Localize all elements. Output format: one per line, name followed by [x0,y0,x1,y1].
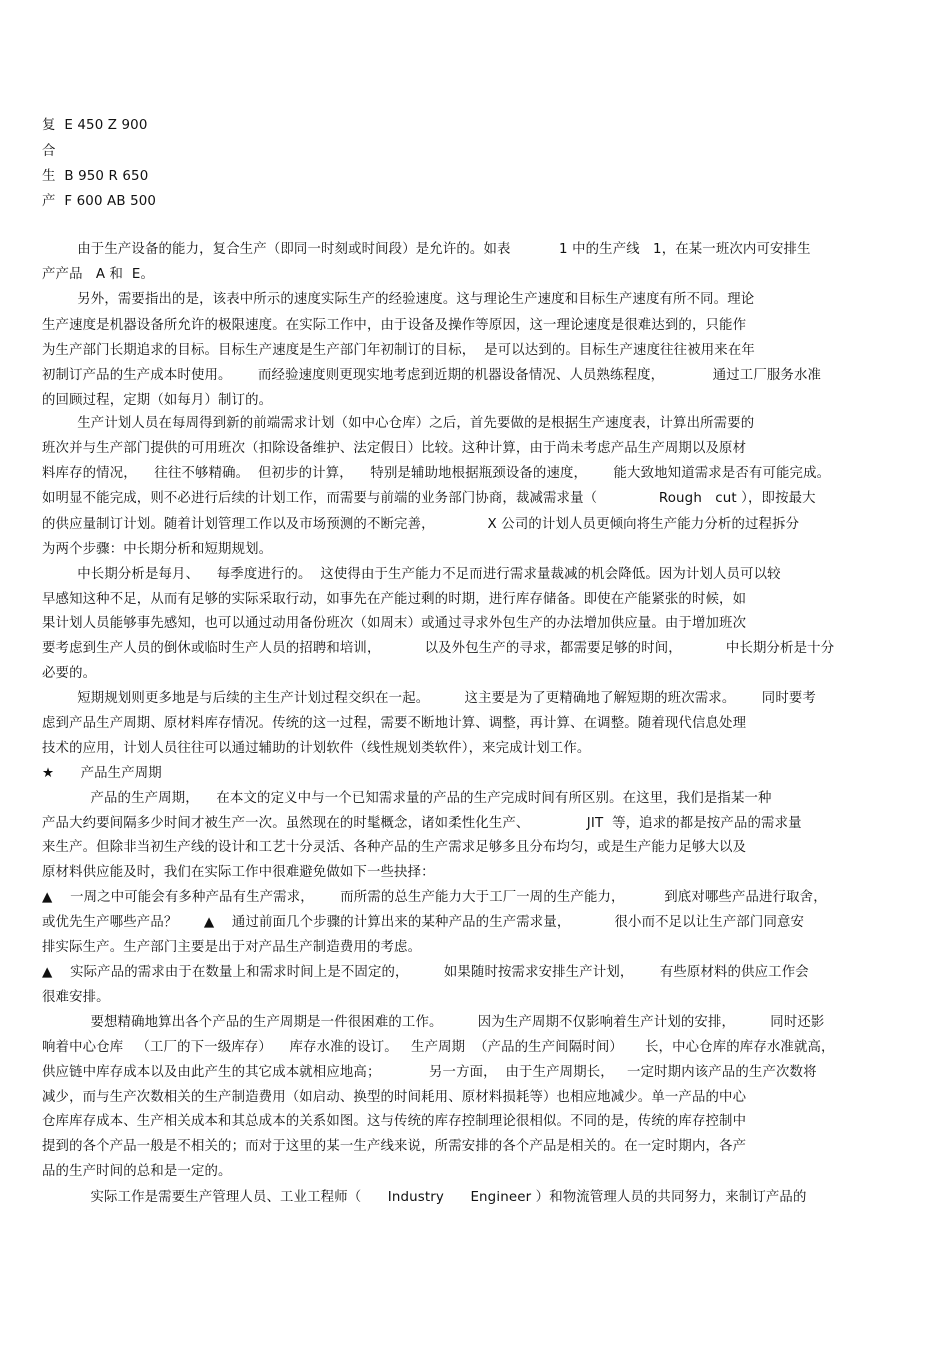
text-line: 或优先生产哪些产品？ ▲ 通过前面几个步骤的计算出来的某种产品的生产需求量， 很小而不足以让生产部门同意安 [42,915,805,930]
text-line: 必要的。 [42,666,97,681]
table-row: 生 B 950 R 650 [42,169,149,184]
section-heading: ★ 产品生产周期 [42,766,162,781]
text-line: 的回顾过程，定期（如每月）制订的。 [42,393,273,408]
text-line: 为生产部门长期追求的目标。目标生产速度是生产部门年初制订的目标， 是可以达到的。目标生产速度往往被用来在年 [42,343,755,358]
text-line: 减少，而与生产次数相关的生产制造费用（如启动、换型的时间耗用、原材料损耗等）也相应地减少。单一产品的中心 [42,1090,747,1105]
text-line: ▲ 实际产品的需求由于在数量上和需求时间上是不固定的， 如果随时按需求安排生产计划， 有些原材料的供应工作会 [42,965,809,980]
text-line: 产品的生产周期， 在本文的定义中与一个已知需求量的产品的生产完成时间有所区别。在这里，我们是指某一种 [42,791,772,806]
text-line: 原材料供应能及时，我们在实际工作中很难避免做如下一些抉择： [42,865,435,880]
text-line: 要考虑到生产人员的倒休或临时生产人员的招聘和培训， 以及外包生产的寻求，都需要足够的时间， 中长期分析是十分 [42,641,835,656]
text-line: 提到的各个产品一般是不相关的；而对于这里的某一生产线来说，所需安排的各个产品是相关的。在一定时期内，各产 [42,1139,747,1154]
text-line: 短期规划则更多地是与后续的主生产计划过程交织在一起。 这主要是为了更精确地了解短期的班次需求。 同时要考 [42,691,816,706]
text-line: 由于生产设备的能力，复合生产（即同一时刻或时间段）是允许的。如表 1 中的生产线 1，在某一班次内可安排生 [42,242,811,257]
text-line: 供应链中库存成本以及由此产生的其它成本就相应地高； 另一方面， 由于生产周期长， 一定时期内该产品的生产次数将 [42,1065,817,1080]
text-line: 生产速度是机器设备所允许的极限速度。在实际工作中，由于设备及操作等原因，这一理论速度是很难达到的，只能作 [42,318,747,333]
text-line: 中长期分析是每月、 每季度进行的。 这使得由于生产能力不足而进行需求量裁减的机会降低。因为计划人员可以较 [42,567,781,582]
text-line: 实际工作是需要生产管理人员、工业工程师（ Industry Engineer ）和物流管理人员的共同努力，来制订产品的 [42,1190,807,1205]
text-line: 产品大约要间隔多少时间才被生产一次。虽然现在的时髦概念，诸如柔性化生产、 JIT 等，追求的都是按产品的需求量 [42,816,802,831]
text-line: 生产计划人员在每周得到新的前端需求计划（如中心仓库）之后，首先要做的是根据生产速度表，计算出所需要的 [42,416,755,431]
text-line: 料库存的情况， 往往不够精确。 但初步的计算， 特别是辅助地根据瓶颈设备的速度， 能大致地知道需求是否有可能完成。 [42,466,831,481]
text-line: 要想精确地算出各个产品的生产周期是一件很困难的工作。 因为生产周期不仅影响着生产计划的安排， 同时还影 [42,1015,825,1030]
text-line: 初制订产品的生产成本时使用。 而经验速度则更现实地考虑到近期的机器设备情况、人员熟练程度， 通过工厂服务水准 [42,368,822,383]
text-line: 仓库库存成本、生产相关成本和其总成本的关系如图。这与传统的库存控制理论很相似。不同的是，传统的库存控制中 [42,1114,747,1129]
text-line: 另外，需要指出的是，该表中所示的速度实际生产的经验速度。这与理论生产速度和目标生产速度有所不同。理论 [42,292,755,307]
text-line: 来生产。但除非当初生产线的设计和工艺十分灵活、各种产品的生产需求足够多且分布均匀，或是生产能力足够大以及 [42,840,747,855]
table-row: 合 [42,144,56,159]
table-row: 复 E 450 Z 900 [42,118,148,133]
text-line: 排实际生产。生产部门主要是出于对产品生产制造费用的考虑。 [42,940,422,955]
text-line: 为两个步骤：中长期分析和短期规划。 [42,542,273,557]
text-line: 响着中心仓库 （工厂的下一级库存） 库存水准的设订。 生产周期 （产品的生产间隔时间） 长，中心仓库的库存水准就高， [42,1040,835,1055]
text-line: 早感知这种不足，从而有足够的实际采取行动，如事先在产能过剩的时期，进行库存储备。即使在产能紧张的时候，如 [42,592,747,607]
table-row: 产 F 600 AB 500 [42,194,157,209]
text-line: 虑到产品生产周期、原材料库存情况。传统的这一过程，需要不断地计算、调整，再计算、在调整。随着现代信息处理 [42,716,747,731]
text-line: 的供应量制订计划。随着计划管理工作以及市场预测的不断完善， X 公司的计划人员更倾向将生产能力分析的过程拆分 [42,517,800,532]
text-line: 技术的应用，计划人员往往可以通过辅助的计划软件（线性规划类软件），来完成计划工作。 [42,741,591,756]
text-line: 品的生产时间的总和是一定的。 [42,1164,232,1179]
text-line: 很难安排。 [42,990,110,1005]
text-line: 如明显不能完成，则不必进行后续的计划工作，而需要与前端的业务部门协商，裁减需求量（ Rough cut ），即按最大 [42,491,816,506]
text-line: ▲ 一周之中可能会有多种产品有生产需求， 而所需的总生产能力大于工厂一周的生产能力， 到底对哪些产品进行取舍， [42,890,827,905]
text-line: 果计划人员能够事先感知，也可以通过动用备份班次（如周末）或通过寻求外包生产的办法增加供应量。由于增加班次 [42,616,747,631]
text-line: 班次并与生产部门提供的可用班次（扣除设备维护、法定假日）比较。这种计算，由于尚未考虑产品生产周期以及原材 [42,441,747,456]
text-line: 产产品 A 和 E。 [42,267,155,282]
